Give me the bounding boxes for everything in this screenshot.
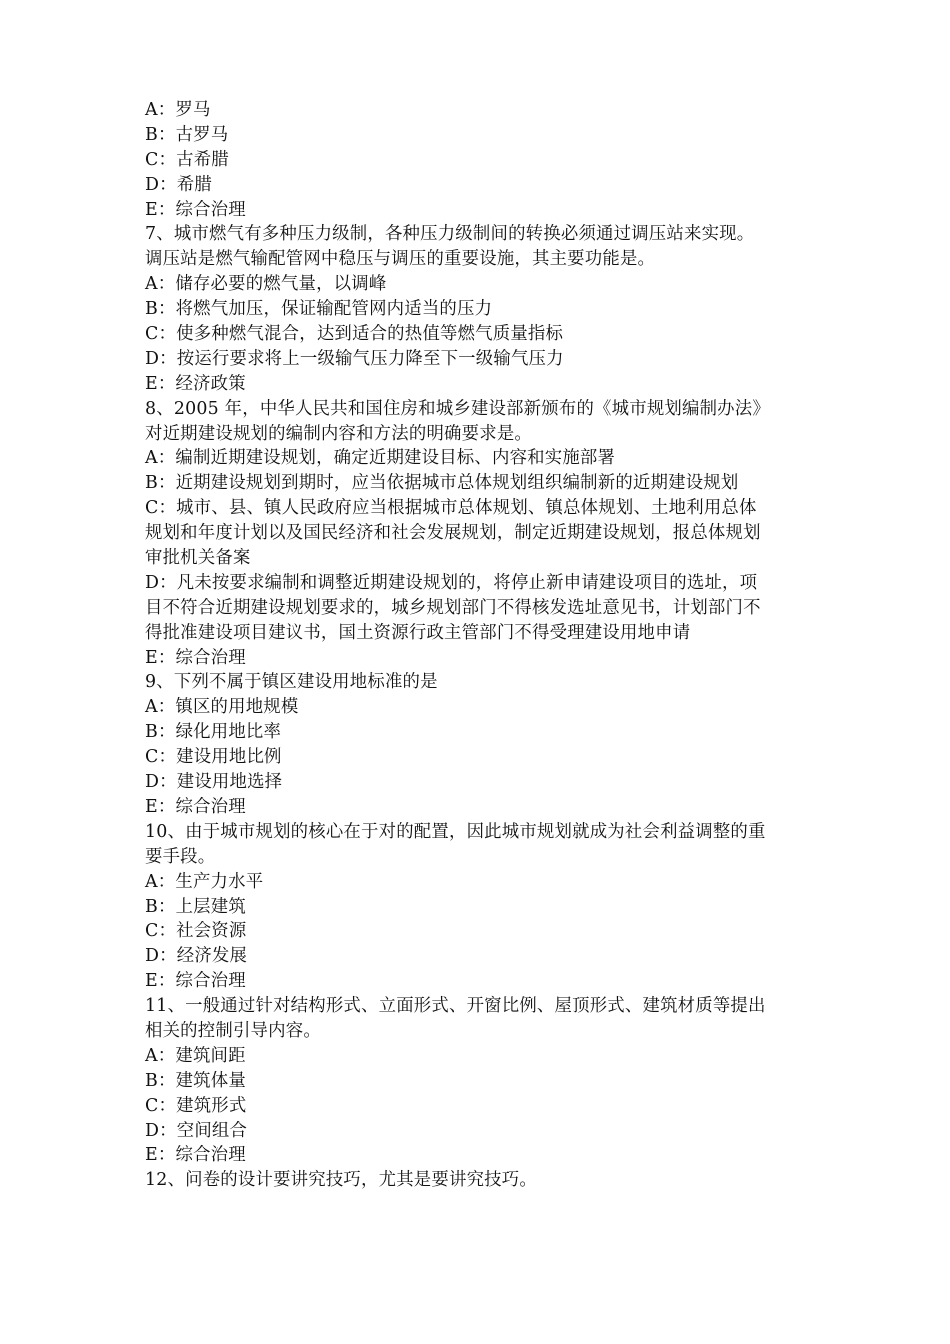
document-body — [145, 98, 817, 1193]
option-line: C：使多种燃气混合，达到适合的热值等燃气质量指标 — [145, 324, 564, 345]
option-line: A：罗马 — [145, 100, 211, 120]
option-line: C：建筑形式 — [145, 1095, 247, 1116]
option-line: E：综合治理 — [145, 971, 246, 992]
question-7-line: 调压站是燃气输配管网中稳压与调压的重要设施，其主要功能是。 — [145, 249, 656, 270]
option-line: 规划和年度计划以及国民经济和社会发展规划，制定近期建设规划，报总体规划 — [145, 523, 761, 544]
question-8-line: 8、2005 年，中华人民共和国住房和城乡建设部新颁布的《城市规划编制办法》 — [145, 398, 770, 419]
option-line: A：储存必要的燃气量，以调峰 — [145, 274, 387, 295]
question-8-line: 对近期建设规划的编制内容和方法的明确要求是。 — [145, 423, 532, 444]
option-line: D：按运行要求将上一级输气压力降至下一级输气压力 — [145, 348, 564, 369]
option-line: B：近期建设规划到期时，应当依据城市总体规划组织编制新的近期建设规划 — [145, 473, 739, 494]
option-line: D：空间组合 — [145, 1120, 248, 1141]
option-line: E：经济政策 — [145, 373, 246, 394]
option-line: 审批机关备案 — [145, 548, 251, 569]
option-line: B：古罗马 — [145, 124, 229, 145]
question-9-line: 9、下列不属于镇区建设用地标准的是 — [145, 672, 438, 693]
option-line: E：综合治理 — [145, 796, 246, 817]
option-line: E：综合治理 — [145, 199, 246, 220]
question-11-line: 相关的控制引导内容。 — [145, 1020, 321, 1041]
option-line: C：古希腊 — [145, 149, 229, 170]
question-7-line: 7、城市燃气有多种压力级制，各种压力级制间的转换必须通过调压站来实现。 — [145, 224, 755, 245]
option-line: C：社会资源 — [145, 921, 247, 942]
question-10-line: 10、由于城市规划的核心在于对的配置，因此城市规划就成为社会利益调整的重 — [145, 821, 766, 842]
option-line: E：综合治理 — [145, 1145, 246, 1166]
option-line: A：建筑间距 — [145, 1045, 246, 1066]
option-line: B：建筑体量 — [145, 1070, 246, 1091]
option-line: B：上层建筑 — [145, 896, 246, 917]
option-line: D：建设用地选择 — [145, 772, 283, 793]
option-line: A：编制近期建设规划，确定近期建设目标、内容和实施部署 — [145, 448, 616, 469]
option-line: B：绿化用地比率 — [145, 722, 282, 743]
option-line: A：镇区的用地规模 — [145, 697, 299, 718]
option-line: D：凡未按要求编制和调整近期建设规划的，将停止新申请建设项目的选址，项 — [145, 572, 758, 593]
option-line: 目不符合近期建设规划要求的，城乡规划部门不得核发选址意见书，计划部门不 — [145, 597, 761, 618]
option-line: C：城市、县、镇人民政府应当根据城市总体规划、镇总体规划、土地利用总体 — [145, 498, 757, 519]
question-12-line: 12、问卷的设计要讲究技巧，尤其是要讲究技巧。 — [145, 1170, 537, 1191]
option-line: B：将燃气加压，保证输配管网内适当的压力 — [145, 299, 493, 320]
question-10-line: 要手段。 — [145, 846, 216, 867]
option-line: A：生产力水平 — [145, 871, 264, 892]
question-11-line: 11、一般通过针对结构形式、立面形式、开窗比例、屋顶形式、建筑材质等提出 — [145, 996, 766, 1017]
option-line: 得批准建设项目建议书，国土资源行政主管部门不得受理建设用地申请 — [145, 622, 691, 643]
option-line: D：希腊 — [145, 174, 212, 195]
option-line: C：建设用地比例 — [145, 747, 282, 768]
option-line: E：综合治理 — [145, 647, 246, 668]
option-line: D：经济发展 — [145, 946, 248, 967]
